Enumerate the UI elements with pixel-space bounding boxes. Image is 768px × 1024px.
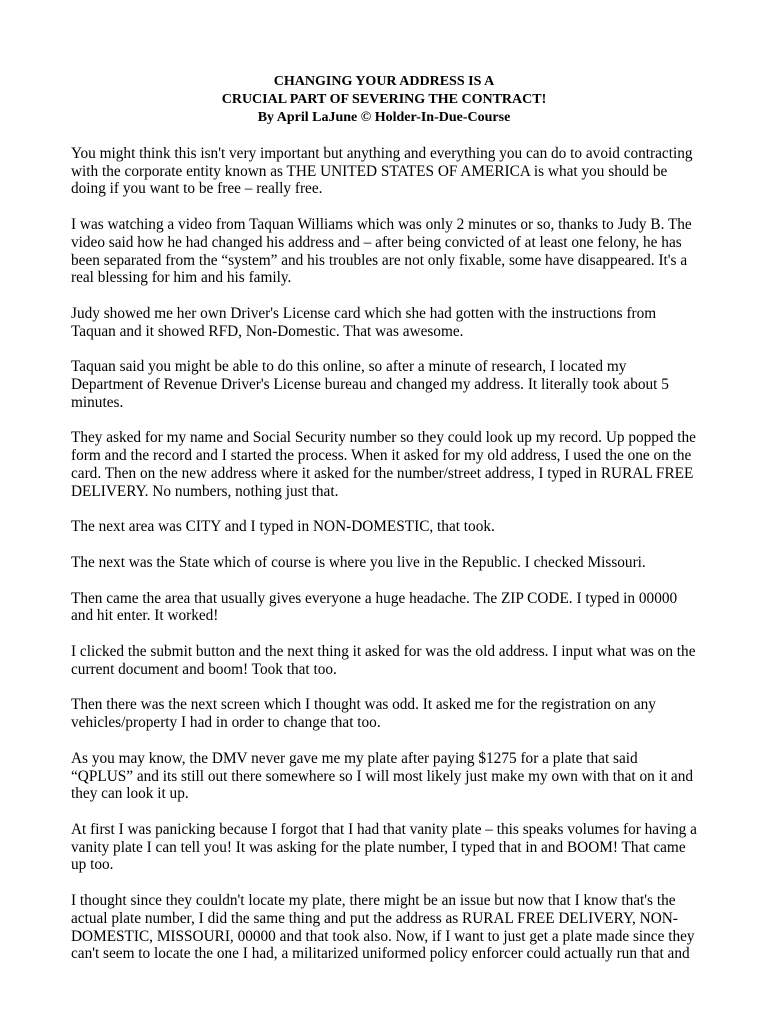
paragraph: Then there was the next screen which I thought was odd. It asked me for the registration on any vehicles/property I had in order to change that too. (71, 696, 656, 732)
title-line-2: CRUCIAL PART OF SEVERING THE CONTRACT! (221, 92, 547, 107)
paragraph: I clicked the submit button and the next thing it asked for was the old address. I input what was on the current document and boom! Took that too. (71, 643, 696, 678)
byline: By April LaJune © Holder-In-Due-Course (257, 110, 511, 125)
paragraph: At first I was panicking because I forgot that I had that vanity plate – this speaks volumes for having a vanity plate I can tell you! It was asking for the plate number, I typed that in and BOOM! That came up too. (71, 820, 697, 874)
paragraph: As you may know, the DMV never gave me my plate after paying $1275 for a plate that said “QPLUS” and its still out there somewhere so I will most likely just make my own with that on it and they can look it up. (71, 749, 693, 803)
document-body (71, 145, 698, 981)
paragraph: You might think this isn't very important but anything and everything you can do to avoid contracting with the corporate entity known as THE UNITED STATES OF AMERICA is what you should be doing if you want to be free – really free. (71, 145, 693, 198)
paragraph: Judy showed me her own Driver's License card which she had gotten with the instructions from Taquan and it showed RFD, Non-Domestic. That was awesome. (71, 304, 657, 340)
paragraph: I was watching a video from Taquan Williams which was only 2 minutes or so, thanks to Judy B. The video said how he had changed his address and – after being convicted of at least one felony, he has been separated from the “system” and his troubles are not only fixable, some have disappeared. It's a real blessing for him and his family. (71, 216, 692, 287)
paragraph: They asked for my name and Social Security number so they could look up my record. Up popped the form and the record and I started the process. When it asked for my old address, I used the one on the card. Then on the new address where it asked for the number/street address, I typed in RURAL FREE DELIVERY. No numbers, nothing just that. (71, 429, 696, 500)
document-header (0, 73, 768, 127)
title-line-1: CHANGING YOUR ADDRESS IS A (273, 74, 495, 89)
paragraph: The next was the State which of course is where you live in the Republic. I checked Missouri. (71, 553, 646, 571)
paragraph: Then came the area that usually gives everyone a huge headache. The ZIP CODE. I typed in 00000 and hit enter. It worked! (71, 589, 678, 625)
paragraph: I thought since they couldn't locate my plate, there might be an issue but now that I know that's the actual plate number, I did the same thing and put the address as RURAL FREE DELIVERY, NON-DOMESTIC, MISSOURI, 00000 and that took also. Now, if I want to just get a plate made since they can't seem to locate the one I had, a militarized uniformed policy enforcer could actually run that and (71, 892, 695, 963)
paragraph: The next area was CITY and I typed in NON-DOMESTIC, that took. (71, 518, 495, 536)
paragraph: Taquan said you might be able to do this online, so after a minute of research, I located my Department of Revenue Driver's License bureau and changed my address. It literally took about 5 minutes. (71, 358, 669, 411)
